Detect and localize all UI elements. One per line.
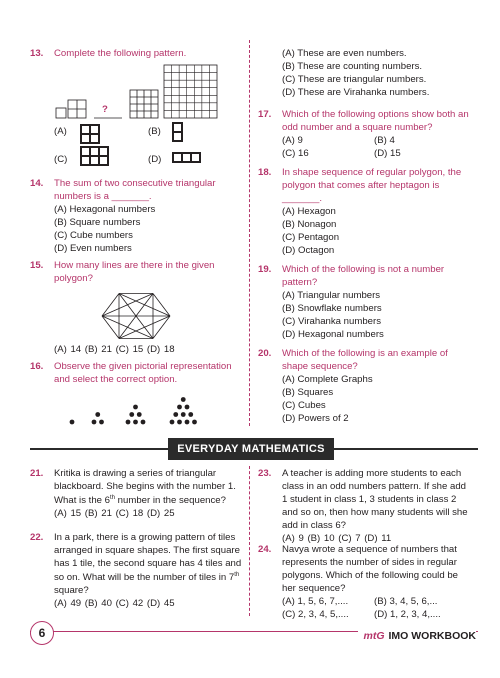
question-text: A teacher is adding more students to each class in an odd numbers pattern. If she add 1 student in class 1, 3 students in class 2 and so on, then how many students will she add in class 6?: [282, 468, 468, 531]
option-14-d[interactable]: (D) Even numbers: [54, 242, 132, 254]
workbook-title: IMO WORKBOOK: [388, 630, 476, 642]
option-17-a[interactable]: (A) 9: [282, 134, 303, 146]
option-14-b[interactable]: (B) Square numbers: [54, 216, 141, 228]
option-13-b-grid: [172, 122, 183, 142]
page-number: 6: [30, 621, 54, 645]
question-text: Which of the following is not a number pattern?: [282, 264, 445, 288]
option-13-b[interactable]: (B): [148, 126, 161, 137]
banner-rule-right: [334, 448, 478, 450]
option-24-b[interactable]: (B) 3, 4, 5, 6,...: [374, 595, 438, 607]
question-text: The sum of two consecutive triangular numbers is a _______.: [54, 178, 216, 202]
question-number: 22.: [30, 532, 44, 543]
hexagon-polygon-figure: [98, 288, 174, 344]
question-text: Complete the following pattern.: [54, 48, 187, 59]
option-20-c[interactable]: (C) Cubes: [282, 399, 326, 411]
question-text: Navya wrote a sequence of numbers that represents the number of sides in regular polygons. Which of the following could be her sequence?: [282, 544, 458, 594]
question-24: [258, 544, 472, 622]
question-20: [258, 348, 472, 426]
question-14: [30, 178, 242, 256]
option-24-a[interactable]: (A) 1, 5, 6, 7,....: [282, 595, 349, 607]
question-mark: ?: [102, 104, 108, 115]
column-divider: [249, 40, 250, 426]
option-14-a[interactable]: (A) Hexagonal numbers: [54, 203, 156, 215]
option-16-b[interactable]: (B) These are counting numbers.: [282, 60, 423, 72]
option-20-d[interactable]: (D) Powers of 2: [282, 412, 349, 424]
option-24-d[interactable]: (D) 1, 2, 3, 4,....: [374, 608, 441, 620]
question-number: 21.: [30, 468, 44, 479]
question-number: 13.: [30, 48, 44, 59]
question-16: [30, 361, 242, 387]
question-text: Observe the given pictorial representation and select the correct option.: [54, 361, 232, 385]
option-18-a[interactable]: (A) Hexagon: [282, 205, 336, 217]
question-21: [30, 468, 244, 521]
question-16-options: [258, 48, 472, 100]
option-18-d[interactable]: (D) Octagon: [282, 244, 335, 256]
question-number: 19.: [258, 264, 272, 275]
option-13-a[interactable]: (A): [54, 126, 67, 137]
question-15: [30, 260, 242, 286]
column-divider-lower: [249, 466, 250, 616]
question-number: 23.: [258, 468, 272, 479]
option-19-a[interactable]: (A) Triangular numbers: [282, 289, 381, 301]
option-13-c[interactable]: (C): [54, 154, 68, 165]
option-19-d[interactable]: (D) Hexagonal numbers: [282, 328, 384, 340]
option-16-c[interactable]: (C) These are triangular numbers.: [282, 73, 427, 85]
option-17-c[interactable]: (C) 16: [282, 147, 309, 159]
options-15[interactable]: (A) 14 (B) 21 (C) 15 (D) 18: [54, 344, 175, 355]
question-number: 24.: [258, 544, 272, 555]
option-19-c[interactable]: (C) Virahanka numbers: [282, 315, 382, 327]
option-13-d[interactable]: (D): [148, 154, 162, 165]
question-text: How many lines are there in the given polygon?: [54, 260, 215, 284]
question-13: [30, 48, 242, 61]
option-18-c[interactable]: (C) Pentagon: [282, 231, 340, 243]
banner-rule-left: [30, 448, 168, 450]
mtg-logo: mtG: [363, 630, 385, 642]
option-13-c-grid: [80, 146, 109, 166]
question-number: 18.: [258, 167, 272, 178]
options-23[interactable]: (A) 9 (B) 10 (C) 7 (D) 11: [282, 532, 392, 544]
question-text: Kritika is drawing a series of triangular blackboard. She begins with the number 1. What is the 6th number in the sequence?: [54, 468, 236, 507]
option-14-c[interactable]: (C) Cube numbers: [54, 229, 133, 241]
triangular-dots-figure: [68, 392, 228, 426]
option-20-b[interactable]: (B) Squares: [282, 386, 334, 398]
option-24-c[interactable]: (C) 2, 3, 4, 5,....: [282, 608, 349, 620]
option-16-d[interactable]: (D) These are Virahanka numbers.: [282, 86, 430, 98]
option-18-b[interactable]: (B) Nonagon: [282, 218, 337, 230]
question-number: 17.: [258, 109, 272, 120]
question-number: 14.: [30, 178, 44, 189]
option-20-a[interactable]: (A) Complete Graphs: [282, 373, 373, 385]
option-13-d-grid: [172, 152, 201, 167]
option-16-a[interactable]: (A) These are even numbers.: [282, 48, 407, 59]
question-text: Which of the following options show both an odd number and a square number?: [282, 109, 469, 133]
options-21[interactable]: (A) 15 (B) 21 (C) 18 (D) 25: [54, 508, 175, 519]
question-number: 16.: [30, 361, 44, 372]
question-19: [258, 264, 472, 342]
footer-brand: [358, 629, 477, 643]
option-17-d[interactable]: (D) 15: [374, 147, 401, 159]
options-22[interactable]: (A) 49 (B) 40 (C) 42 (D) 45: [54, 597, 175, 609]
question-number: 20.: [258, 348, 272, 359]
question-text: In a park, there is a growing pattern of tiles arranged in square shapes. The first square has 1 tile, the second square has 4 tiles and so on. What will be the number of tiles in 7th square?: [54, 532, 242, 596]
question-17: [258, 109, 472, 161]
option-19-b[interactable]: (B) Snowflake numbers: [282, 302, 382, 314]
square-pattern-figure: [54, 64, 240, 120]
section-title: EVERYDAY MATHEMATICS: [168, 438, 334, 460]
option-17-b[interactable]: (B) 4: [374, 134, 395, 146]
option-13-a-grid: [80, 124, 100, 144]
question-text: In shape sequence of regular polygon, the polygon that comes after heptagon is _______.: [282, 167, 462, 204]
question-22: [30, 532, 244, 611]
question-text: Which of the following is an example of shape sequence?: [282, 348, 448, 372]
question-number: 15.: [30, 260, 44, 271]
question-18: [258, 167, 472, 258]
question-23: [258, 468, 472, 546]
